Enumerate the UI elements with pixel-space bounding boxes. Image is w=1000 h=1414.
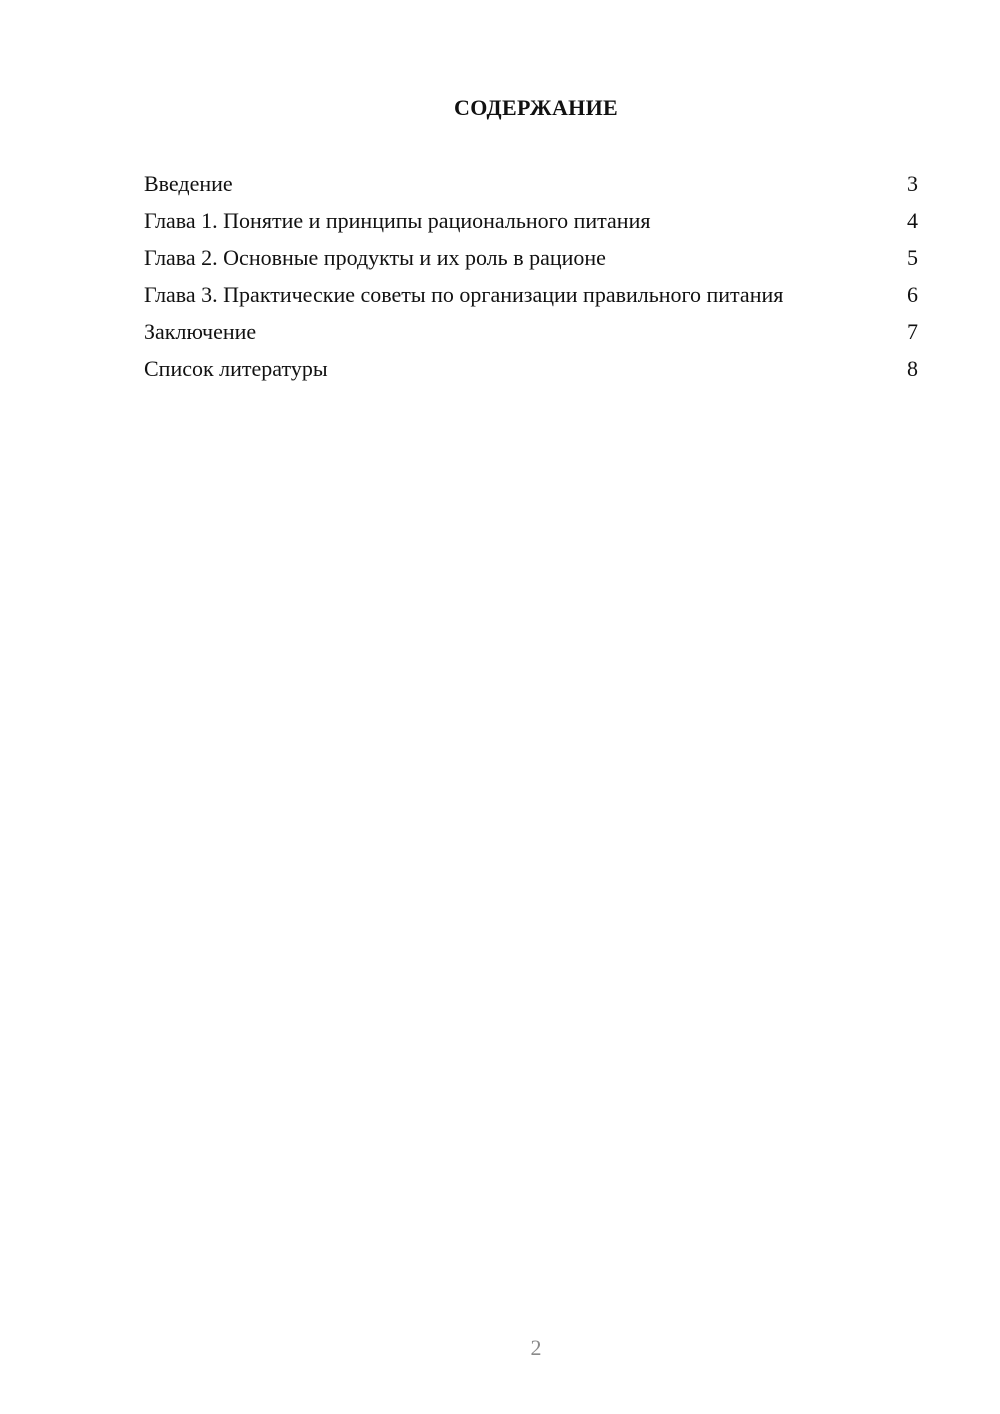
toc-entry-page: 4: [907, 208, 918, 233]
toc-entry-page: 8: [907, 356, 918, 381]
table-of-contents: [144, 170, 920, 392]
page-number: 2: [530, 1335, 542, 1360]
toc-entry-label: Список литературы: [144, 356, 328, 381]
toc-entry-label: Введение: [144, 171, 233, 196]
toc-entry-page: 3: [907, 171, 918, 196]
toc-title: СОДЕРЖАНИЕ: [454, 95, 618, 120]
toc-entry-label: Глава 3. Практические советы по организации правильного питания: [144, 282, 784, 307]
toc-entry-introduction[interactable]: [144, 170, 920, 197]
toc-entry-page: 5: [907, 245, 918, 270]
toc-entry-chapter-1[interactable]: [144, 207, 920, 234]
toc-entry-references[interactable]: [144, 355, 920, 382]
toc-entry-label: Глава 1. Понятие и принципы рационального питания: [144, 208, 651, 233]
toc-entry-page: 6: [907, 282, 918, 307]
toc-entry-chapter-3[interactable]: [144, 281, 920, 308]
toc-entry-chapter-2[interactable]: [144, 244, 920, 271]
toc-entry-page: 7: [907, 319, 918, 344]
toc-entry-label: Заключение: [144, 319, 257, 344]
toc-entry-conclusion[interactable]: [144, 318, 920, 345]
toc-entry-label: Глава 2. Основные продукты и их роль в рационе: [144, 245, 606, 270]
